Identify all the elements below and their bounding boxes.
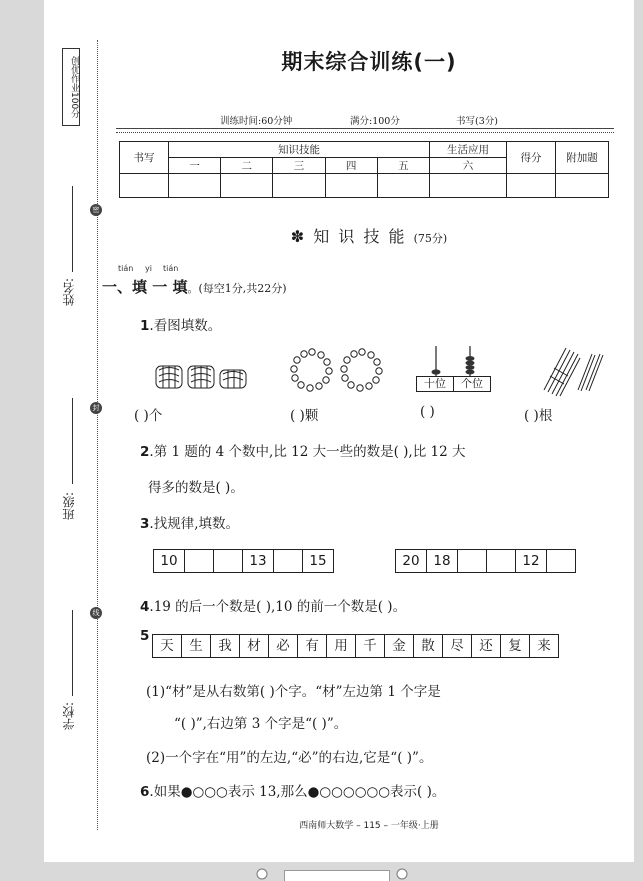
question-number: 5 xyxy=(140,628,150,644)
question-text: .找规律,填数。 xyxy=(149,516,239,532)
score-cell[interactable] xyxy=(120,174,169,198)
character-cell: 还 xyxy=(471,634,501,658)
writing-score: 书写(3分) xyxy=(456,116,498,127)
sequence-cell: 12 xyxy=(515,549,547,573)
character-cell: 复 xyxy=(500,634,530,658)
sequence-cell: 15 xyxy=(302,549,334,573)
question-number: 4 xyxy=(140,599,150,615)
score-cell[interactable] xyxy=(556,174,609,198)
abacus-bead xyxy=(466,370,475,375)
part-one-note: 。(每空1分,共22分) xyxy=(187,282,287,295)
worksheet-page xyxy=(44,0,634,862)
section-points: (75分) xyxy=(413,232,448,245)
question-number: 3 xyxy=(140,516,150,532)
life-header: 生活应用 xyxy=(430,142,507,158)
character-cell: 生 xyxy=(181,634,211,658)
ones-label: 个位 xyxy=(461,377,483,390)
abacus-bead xyxy=(466,361,475,366)
section-title: 知 识 技 能 xyxy=(313,227,407,246)
page-footer: 西南师大数学 – 115 – 一年级·上册 xyxy=(299,821,439,831)
abacus-bead xyxy=(466,365,475,370)
seal-mark-middle: 封 xyxy=(90,402,102,414)
score-cell[interactable] xyxy=(325,174,377,198)
col-four: 四 xyxy=(325,158,377,174)
character-row xyxy=(153,634,559,658)
col-two: 二 xyxy=(221,158,273,174)
question-text: .如果●○○○表示 13,那么●○○○○○○表示( )。 xyxy=(149,784,446,800)
bonus-header: 附加题 xyxy=(556,142,609,174)
question-2-line-2: 得多的数是( )。 xyxy=(148,480,244,496)
question-5-part-1: (1)“材”是从右数第( )个字。“材”左边第 1 个字是 xyxy=(146,684,441,700)
writing-header: 书写 xyxy=(120,142,169,174)
abacus-place-labels xyxy=(416,376,491,392)
sticks-picture xyxy=(540,346,606,398)
score-cell[interactable] xyxy=(430,174,507,198)
header-rule-dotted xyxy=(116,132,614,133)
sequence-2 xyxy=(396,549,576,573)
question-text: .第 1 题的 4 个数中,比 12 大一些的数是( ),比 12 大 xyxy=(149,444,466,460)
sequence-cell: 13 xyxy=(242,549,274,573)
knowledge-header: 知识技能 xyxy=(169,142,430,158)
question-2 xyxy=(140,440,465,460)
col-five: 五 xyxy=(377,158,429,174)
class-blank-line[interactable] xyxy=(72,398,73,484)
answer-blank-abacus[interactable]: ( ) xyxy=(420,404,435,420)
character-cell: 天 xyxy=(152,634,182,658)
sequence-cell: 20 xyxy=(395,549,427,573)
part-one-heading xyxy=(102,276,287,297)
character-cell: 散 xyxy=(413,634,443,658)
sequence-blank[interactable] xyxy=(213,549,243,573)
character-cell: 材 xyxy=(239,634,269,658)
next-page-icon[interactable] xyxy=(396,868,408,880)
character-cell: 千 xyxy=(355,634,385,658)
sequence-cell: 18 xyxy=(426,549,458,573)
character-cell: 来 xyxy=(529,634,559,658)
score-cell[interactable] xyxy=(507,174,556,198)
character-cell: 金 xyxy=(384,634,414,658)
question-5-part-1-line-2: “( )”,右边第 3 个字是“( )”。 xyxy=(174,716,348,732)
question-number: 2 xyxy=(140,444,150,460)
question-text: .19 的后一个数是( ),10 的前一个数是( )。 xyxy=(149,599,407,615)
class-label: 班级: xyxy=(62,492,76,521)
bead-ring-icon xyxy=(341,349,382,391)
bead-ring-icon xyxy=(291,349,332,391)
col-three: 三 xyxy=(273,158,325,174)
sequence-blank[interactable] xyxy=(457,549,487,573)
name-blank-line[interactable] xyxy=(72,186,73,272)
sequence-1 xyxy=(154,549,334,573)
question-1 xyxy=(140,314,221,334)
abacus-bead xyxy=(466,356,475,361)
question-4 xyxy=(140,595,406,615)
section-heading xyxy=(104,224,634,247)
school-blank-line[interactable] xyxy=(72,610,73,696)
bead-rings-picture xyxy=(290,348,386,394)
bundle-icon xyxy=(188,366,214,388)
question-5-part-2: (2)一个字在“用”的左边,“必”的右边,它是“( )”。 xyxy=(146,750,433,766)
brand-label: 创优作业100分 xyxy=(62,48,80,126)
school-label: 学校: xyxy=(62,702,76,731)
score-cell[interactable] xyxy=(273,174,325,198)
stick-bundle-icon xyxy=(544,348,580,396)
sequence-blank[interactable] xyxy=(273,549,303,573)
tens-label: 十位 xyxy=(417,377,454,391)
flower-icon: ✽ xyxy=(290,227,307,246)
full-score: 满分:100分 xyxy=(350,116,400,127)
question-3 xyxy=(140,512,239,532)
pinyin-tian: tián xyxy=(118,264,134,273)
character-cell: 尽 xyxy=(442,634,472,658)
answer-blank-beads[interactable]: ( )颗 xyxy=(290,408,319,424)
header-rule xyxy=(116,128,614,129)
col-one: 一 xyxy=(169,158,221,174)
question-6 xyxy=(140,780,445,800)
question-number: 1 xyxy=(140,318,150,334)
seal-mark-top: 密 xyxy=(90,204,102,216)
pinyin-yi: yi xyxy=(145,264,152,273)
prev-page-icon[interactable] xyxy=(256,868,268,880)
score-cell[interactable] xyxy=(169,174,221,198)
bundle-icon xyxy=(156,366,182,388)
score-table xyxy=(119,141,609,198)
sequence-blank[interactable] xyxy=(486,549,516,573)
part-one-title: 一、填 一 填 xyxy=(102,278,188,296)
character-cell: 必 xyxy=(268,634,298,658)
score-cell[interactable] xyxy=(221,174,273,198)
bundle-icon xyxy=(220,370,246,388)
name-label: 姓名: xyxy=(62,278,76,307)
col-six: 六 xyxy=(430,158,507,174)
sequence-blank[interactable] xyxy=(184,549,214,573)
question-text: .看图填数。 xyxy=(149,318,222,334)
page-indicator[interactable] xyxy=(284,870,390,881)
character-cell: 有 xyxy=(297,634,327,658)
question-number: 6 xyxy=(140,784,150,800)
character-cell: 我 xyxy=(210,634,240,658)
score-cell[interactable] xyxy=(377,174,429,198)
abacus-bead xyxy=(432,369,441,374)
sequence-blank[interactable] xyxy=(546,549,576,573)
seal-mark-bottom: 线 xyxy=(90,607,102,619)
cookie-bundles-picture xyxy=(154,360,254,394)
pinyin-tian-2: tián xyxy=(163,264,179,273)
cut-line xyxy=(97,40,98,830)
score-header: 得分 xyxy=(507,142,556,174)
time-limit: 训练时间:60分钟 xyxy=(220,116,293,127)
character-cell: 用 xyxy=(326,634,356,658)
sequence-cell: 10 xyxy=(153,549,185,573)
question-5 xyxy=(140,628,149,644)
answer-blank-bundles[interactable]: ( )个 xyxy=(134,408,163,424)
page-title: 期末综合训练(一) xyxy=(281,50,457,74)
answer-blank-sticks[interactable]: ( )根 xyxy=(524,408,553,424)
